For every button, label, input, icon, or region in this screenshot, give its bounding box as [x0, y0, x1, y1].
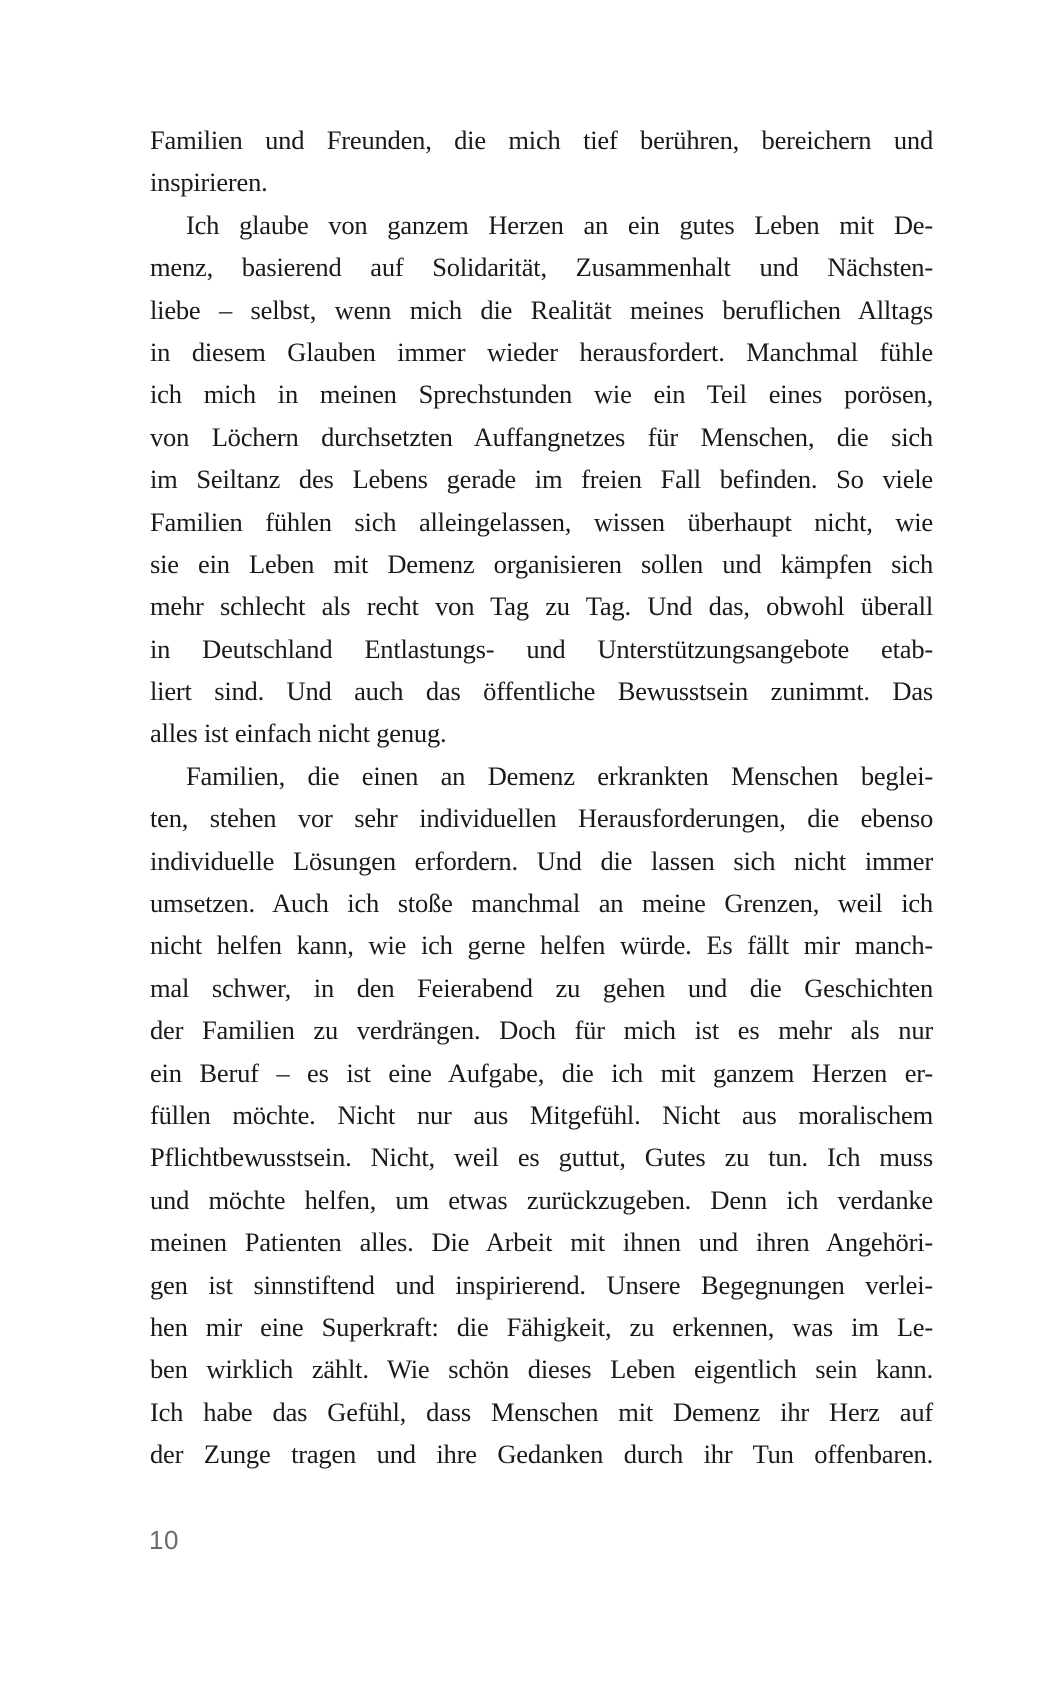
- text-line: liert sind. Und auch das öffentliche Bewusstsein zunimmt. Das: [150, 676, 933, 707]
- text-line: von Löchern durchsetzten Auffangnetzes für Menschen, die sich: [150, 421, 933, 452]
- text-line: in Deutschland Entlastungs- und Unterstützungsangebote etab-: [150, 633, 933, 664]
- text-line: Familien und Freunden, die mich tief berühren, bereichern und: [150, 125, 933, 155]
- text-line: ben wirklich zählt. Wie schön dieses Leben eigentlich sein kann.: [150, 1354, 933, 1385]
- text-line: in diesem Glauben immer wieder herausfordert. Manchmal fühle: [150, 336, 933, 367]
- body-text: [150, 119, 933, 1476]
- paragraph: [150, 755, 933, 1476]
- text-line: gen ist sinnstiftend und inspirierend. Unsere Begegnungen verlei-: [150, 1269, 933, 1300]
- text-line: der Familien zu verdrängen. Doch für mich ist es mehr als nur: [150, 1015, 933, 1046]
- paragraph: [150, 204, 933, 755]
- text-line: alles ist einfach nicht genug.: [150, 718, 447, 749]
- text-line: Pflichtbewusstsein. Nicht, weil es guttut, Gutes zu tun. Ich muss: [150, 1142, 933, 1173]
- text-line: Familien fühlen sich alleingelassen, wissen überhaupt nicht, wie: [150, 506, 933, 537]
- text-line: Ich glaube von ganzem Herzen an ein gutes Leben mit De-: [186, 209, 933, 240]
- text-line: mehr schlecht als recht von Tag zu Tag. Und das, obwohl überall: [150, 591, 933, 622]
- text-line: füllen möchte. Nicht nur aus Mitgefühl. Nicht aus moralischem: [150, 1099, 933, 1130]
- text-line: ein Beruf – es ist eine Aufgabe, die ich mit ganzem Herzen er-: [150, 1057, 933, 1088]
- text-line: hen mir eine Superkraft: die Fähigkeit, zu erkennen, was im Le-: [150, 1311, 933, 1342]
- text-line: sie ein Leben mit Demenz organisieren sollen und kämpfen sich: [150, 548, 933, 579]
- text-line: umsetzen. Auch ich stoße manchmal an meine Grenzen, weil ich: [150, 888, 933, 919]
- text-line: Familien, die einen an Demenz erkrankten Menschen beglei-: [186, 760, 933, 791]
- paragraph: [150, 119, 933, 204]
- text-line: liebe – selbst, wenn mich die Realität meines beruflichen Alltags: [150, 294, 933, 325]
- text-line: inspirieren.: [150, 167, 268, 198]
- text-line: meinen Patienten alles. Die Arbeit mit ihnen und ihren Angehöri-: [150, 1227, 933, 1258]
- text-line: ten, stehen vor sehr individuellen Herausforderungen, die ebenso: [150, 803, 933, 834]
- text-line: nicht helfen kann, wie ich gerne helfen würde. Es fällt mir manch-: [150, 930, 933, 961]
- text-line: der Zunge tragen und ihre Gedanken durch ihr Tun offenbaren.: [150, 1439, 933, 1470]
- text-line: und möchte helfen, um etwas zurückzugeben. Denn ich verdanke: [150, 1184, 933, 1215]
- text-line: mal schwer, in den Feierabend zu gehen und die Geschichten: [150, 972, 933, 1003]
- page-number: 10: [149, 1525, 179, 1555]
- text-line: ich mich in meinen Sprechstunden wie ein Teil eines porösen,: [150, 379, 933, 410]
- text-line: im Seiltanz des Lebens gerade im freien Fall befinden. So viele: [150, 464, 933, 495]
- text-line: Ich habe das Gefühl, dass Menschen mit Demenz ihr Herz auf: [150, 1396, 933, 1427]
- text-line: individuelle Lösungen erfordern. Und die lassen sich nicht immer: [150, 845, 933, 876]
- text-line: menz, basierend auf Solidarität, Zusammenhalt und Nächsten-: [150, 252, 933, 283]
